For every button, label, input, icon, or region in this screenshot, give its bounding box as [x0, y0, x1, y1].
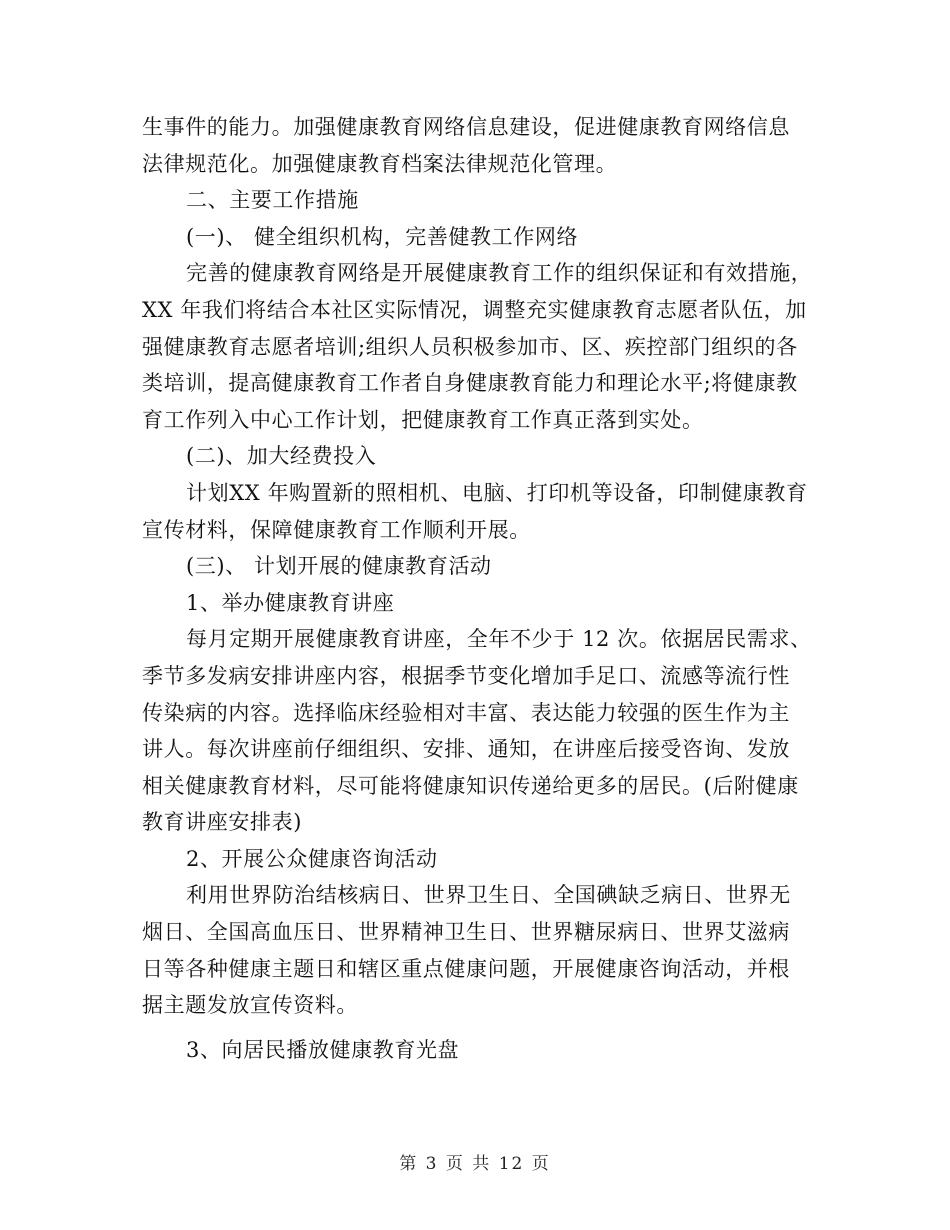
paragraph-line: 生事件的能力。加强健康教育网络信息建设，促进健康教育网络信息 — [142, 115, 790, 139]
paragraph-line: 宣传材料，保障健康教育工作顺利开展。 — [142, 517, 531, 542]
paragraph-line: 据主题发放宣传资料。 — [142, 993, 358, 1018]
subsection-heading: (一)、 健全组织机构，完善健教工作网络 — [186, 224, 579, 249]
paragraph-line: 烟日、全国高血压日、世界精神卫生日、世界糖尿病日、世界艾滋病 — [142, 920, 790, 945]
paragraph-line: 法律规范化。加强健康教育档案法律规范化管理。 — [142, 151, 618, 176]
paragraph-line: 季节多发病安排讲座内容，根据季节变化增加手足口、流感等流行性 — [142, 663, 790, 688]
paragraph-line: XX 年我们将结合本社区实际情况，调整充实健康教育志愿者队伍，加 — [142, 297, 807, 322]
paragraph-line: 讲人。每次讲座前仔细组织、安排、通知，在讲座后接受咨询、发放 — [142, 737, 790, 762]
item-heading: 2、开展公众健康咨询活动 — [186, 846, 438, 871]
paragraph-line: 教育讲座安排表) — [142, 810, 302, 835]
subsection-heading: (三)、 计划开展的健康教育活动 — [186, 554, 492, 579]
document-body — [142, 109, 813, 1068]
page-number-footer: 第 3 页 共 12 页 — [399, 1154, 551, 1174]
paragraph-line: 传染病的内容。选择临床经验相对丰富、表达能力较强的医生作为主 — [142, 700, 790, 725]
paragraph-line: 强健康教育志愿者培训;组织人员积极参加市、区、疾控部门组织的各 — [142, 334, 798, 359]
paragraph-line: 日等各种健康主题日和辖区重点健康问题，开展健康咨询活动，并根 — [142, 956, 790, 981]
subsection-heading: (二)、加大经费投入 — [186, 444, 377, 469]
item-heading: 3、向居民播放健康教育光盘 — [186, 1037, 460, 1062]
item-heading: 1、举办健康教育讲座 — [186, 590, 395, 615]
paragraph-line: 计划XX 年购置新的照相机、电脑、打印机等设备，印制健康教育 — [186, 480, 808, 505]
section-heading: 二、主要工作措施 — [186, 188, 359, 213]
paragraph-line: 相关健康教育材料，尽可能将健康知识传递给更多的居民。(后附健康 — [142, 773, 799, 798]
paragraph-line: 利用世界防治结核病日、世界卫生日、全国碘缺乏病日、世界无 — [186, 883, 791, 908]
paragraph-line: 完善的健康教育网络是开展健康教育工作的组织保证和有效措施， — [186, 261, 813, 286]
paragraph-line: 育工作列入中心工作计划，把健康教育工作真正落到实处。 — [142, 407, 704, 432]
paragraph-line: 每月定期开展健康教育讲座，全年不少于 12 次。依据居民需求、 — [186, 627, 812, 652]
paragraph-line: 类培训，提高健康教育工作者自身健康教育能力和理论水平;将健康教 — [142, 371, 798, 396]
